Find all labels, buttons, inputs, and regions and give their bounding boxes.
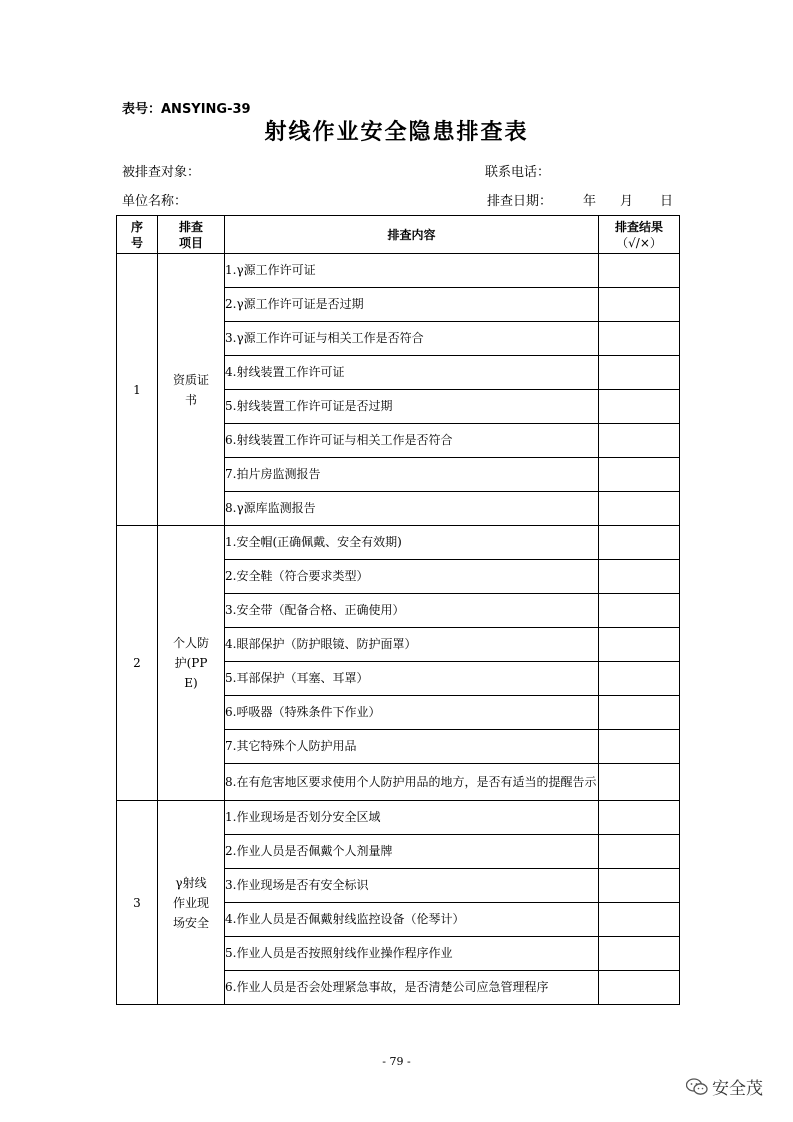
month-label: 月 — [620, 194, 634, 209]
unit-name-label: 单位名称： — [122, 194, 188, 209]
result-cell[interactable] — [599, 971, 680, 1005]
table-row — [117, 526, 680, 560]
result-cell[interactable] — [599, 526, 680, 560]
col-header-result: 排查结果 （√/×） — [599, 216, 680, 254]
check-content-cell: 6.呼吸器（特殊条件下作业） — [225, 696, 599, 730]
result-cell[interactable] — [599, 492, 680, 526]
col-header-seq: 序号 — [117, 216, 158, 254]
result-cell[interactable] — [599, 458, 680, 492]
wechat-icon — [686, 1078, 708, 1096]
group-item-label: 个人防护(PPE) — [172, 636, 209, 690]
result-cell[interactable] — [599, 322, 680, 356]
watermark — [686, 1074, 763, 1099]
result-cell[interactable] — [599, 937, 680, 971]
group-seq-cell: 2 — [117, 526, 158, 801]
check-content-cell: 4.作业人员是否佩戴射线监控设备（伦琴计） — [225, 903, 599, 937]
check-content-cell: 7.拍片房监测报告 — [225, 458, 599, 492]
check-content-cell: 6.射线装置工作许可证与相关工作是否符合 — [225, 424, 599, 458]
group-seq-cell: 3 — [117, 801, 158, 1005]
group-item-label: γ射线作业现场安全 — [172, 875, 209, 930]
result-cell[interactable] — [599, 356, 680, 390]
table-header-row — [117, 216, 680, 254]
page-number: - 79 - — [382, 1055, 411, 1068]
check-content-cell: 8.γ源库监测报告 — [225, 492, 599, 526]
check-content-cell: 5.耳部保护（耳塞、耳罩） — [225, 662, 599, 696]
result-cell[interactable] — [599, 764, 680, 801]
table-row — [117, 801, 680, 835]
check-content-cell: 1.γ源工作许可证 — [225, 254, 599, 288]
check-content-cell: 2.安全鞋（符合要求类型） — [225, 560, 599, 594]
check-content-cell: 5.作业人员是否按照射线作业操作程序作业 — [225, 937, 599, 971]
group-item-cell — [158, 254, 225, 526]
check-content-cell: 6.作业人员是否会处理紧急事故，是否清楚公司应急管理程序 — [225, 971, 599, 1005]
watermark-text: 安全茂 — [712, 1079, 763, 1099]
check-content-cell: 1.作业现场是否划分安全区域 — [225, 801, 599, 835]
result-cell[interactable] — [599, 288, 680, 322]
document-title: 射线作业安全隐患排查表 — [264, 120, 529, 145]
result-cell[interactable] — [599, 696, 680, 730]
check-content-cell: 3.γ源工作许可证与相关工作是否符合 — [225, 322, 599, 356]
result-cell[interactable] — [599, 594, 680, 628]
group-seq-cell: 1 — [117, 254, 158, 526]
group-item-cell — [158, 526, 225, 801]
check-content-cell: 8.在有危害地区要求使用个人防护用品的地方，是否有适当的提醒告示 — [225, 764, 599, 801]
day-label: 日 — [660, 194, 674, 209]
contact-phone-label: 联系电话： — [485, 165, 551, 180]
result-cell[interactable] — [599, 560, 680, 594]
result-cell[interactable] — [599, 801, 680, 835]
inspection-table — [116, 215, 680, 1005]
result-cell[interactable] — [599, 628, 680, 662]
result-cell[interactable] — [599, 662, 680, 696]
check-content-cell: 5.射线装置工作许可证是否过期 — [225, 390, 599, 424]
check-content-cell: 4.眼部保护（防护眼镜、防护面罩） — [225, 628, 599, 662]
check-content-cell: 2.作业人员是否佩戴个人剂量牌 — [225, 835, 599, 869]
col-header-item: 排查项目 — [158, 216, 225, 254]
check-content-cell: 3.作业现场是否有安全标识 — [225, 869, 599, 903]
result-cell[interactable] — [599, 869, 680, 903]
col-header-content: 排查内容 — [225, 216, 599, 254]
check-content-cell: 4.射线装置工作许可证 — [225, 356, 599, 390]
year-label: 年 — [583, 194, 597, 209]
check-content-cell: 1.安全帽(正确佩戴、安全有效期) — [225, 526, 599, 560]
result-cell[interactable] — [599, 730, 680, 764]
table-row — [117, 254, 680, 288]
result-cell[interactable] — [599, 254, 680, 288]
form-number: 表号：ANSYING-39 — [122, 102, 251, 117]
result-cell[interactable] — [599, 390, 680, 424]
group-item-cell — [158, 801, 225, 1005]
result-cell[interactable] — [599, 424, 680, 458]
result-cell[interactable] — [599, 835, 680, 869]
inspected-object-label: 被排查对象： — [122, 165, 201, 180]
check-content-cell: 2.γ源工作许可证是否过期 — [225, 288, 599, 322]
group-item-label: 资质证书 — [172, 372, 209, 407]
check-content-cell: 7.其它特殊个人防护用品 — [225, 730, 599, 764]
result-cell[interactable] — [599, 903, 680, 937]
check-content-cell: 3.安全带（配备合格、正确使用） — [225, 594, 599, 628]
inspection-date-label: 排查日期： — [487, 194, 553, 209]
